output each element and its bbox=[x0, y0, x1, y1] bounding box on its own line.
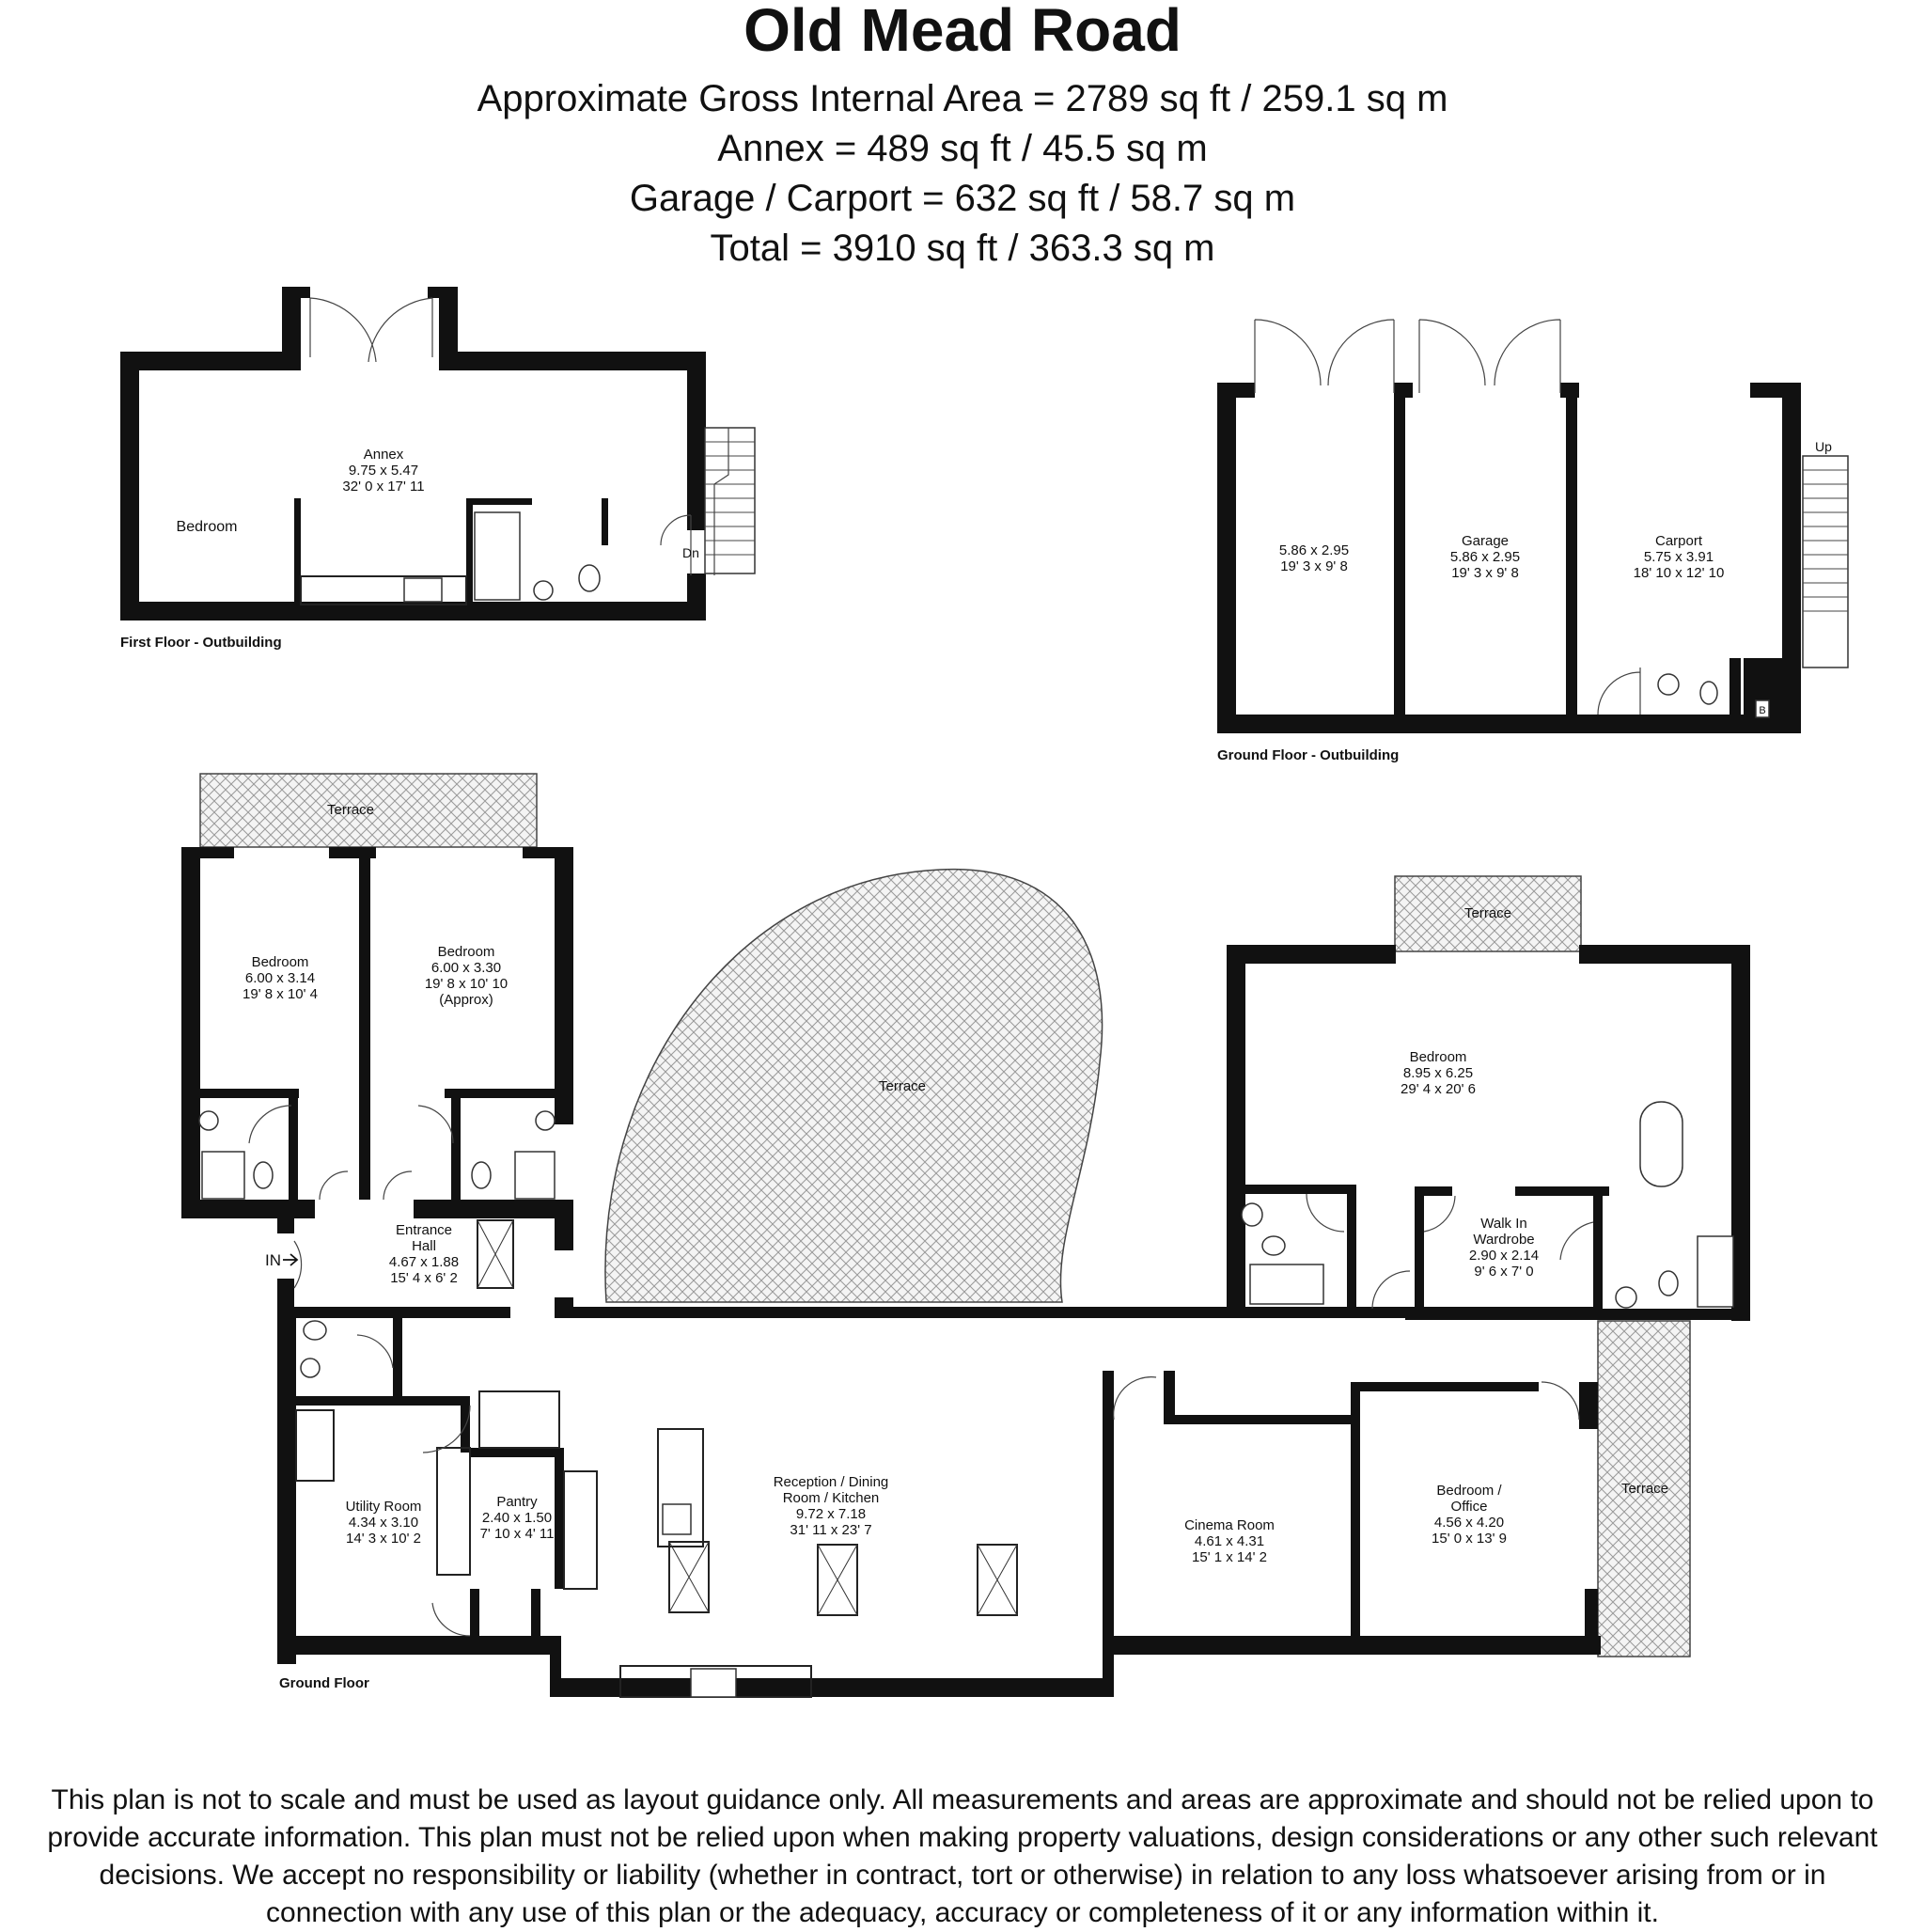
bedroom-1-metric: 6.00 x 3.14 bbox=[244, 970, 316, 986]
pantry-imperial: 7' 10 x 4' 11 bbox=[479, 1526, 555, 1542]
store-metric: 5.86 x 2.95 bbox=[1278, 542, 1350, 558]
bedroom-2-metric: 6.00 x 3.30 bbox=[430, 960, 502, 976]
disclaimer-line-2: provide accurate information. This plan must not be relied upon when making property valuations, design considerations or any other such relevant bbox=[47, 1822, 1878, 1853]
utility-metric: 4.34 x 3.10 bbox=[348, 1515, 419, 1531]
ground-floor-main bbox=[181, 774, 1750, 1697]
first-floor-outbuilding bbox=[120, 287, 755, 651]
plan-title: Old Mead Road bbox=[743, 0, 1182, 64]
master-bedroom-metric: 8.95 x 6.25 bbox=[1402, 1065, 1474, 1081]
pantry-metric: 2.40 x 1.50 bbox=[481, 1510, 553, 1526]
terrace-top-label: Terrace bbox=[326, 802, 375, 818]
cinema-metric: 4.61 x 4.31 bbox=[1194, 1533, 1265, 1549]
carport-stairs-up-label: Up bbox=[1815, 439, 1832, 454]
reception-metric: 9.72 x 7.18 bbox=[795, 1506, 867, 1522]
pantry-label: Pantry bbox=[496, 1494, 538, 1510]
office-metric: 4.56 x 4.20 bbox=[1433, 1515, 1505, 1531]
ground-floor-label: Ground Floor bbox=[279, 1675, 369, 1691]
store-imperial: 19' 3 x 9' 8 bbox=[1280, 558, 1348, 574]
bedroom-2-note: (Approx) bbox=[439, 992, 493, 1008]
annex-label: Annex bbox=[363, 447, 404, 463]
bedroom-2-label: Bedroom bbox=[437, 944, 495, 960]
reception-label-1: Reception / Dining bbox=[773, 1474, 889, 1490]
annex-area: Annex = 489 sq ft / 45.5 sq m bbox=[717, 128, 1208, 169]
entrance-label-1: Entrance bbox=[395, 1222, 453, 1238]
entrance-in-label: IN bbox=[265, 1251, 281, 1269]
carport-imperial: 18' 10 x 12' 10 bbox=[1633, 565, 1725, 581]
carport-label: Carport bbox=[1654, 533, 1703, 549]
annex-imperial: 32' 0 x 17' 11 bbox=[342, 479, 425, 495]
disclaimer-line-4: connection with any use of this plan or the adequacy, accuracy or completeness of it or any information within it. bbox=[266, 1897, 1659, 1928]
terrace-side-label: Terrace bbox=[1620, 1481, 1669, 1497]
disclaimer-line-3: decisions. We accept no responsibility or liability (whether in contract, tort or otherwise) in relation to any loss whatsoever arising from or in bbox=[99, 1860, 1826, 1891]
office-label-1: Bedroom / bbox=[1436, 1483, 1502, 1499]
entrance-label-2: Hall bbox=[412, 1238, 436, 1254]
reception-imperial: 31' 11 x 23' 7 bbox=[790, 1522, 872, 1538]
annex-bedroom-label: Bedroom bbox=[176, 519, 238, 535]
annex-stairs-down-label: Dn bbox=[682, 545, 699, 560]
utility-label: Utility Room bbox=[345, 1499, 422, 1515]
annex-metric: 9.75 x 5.47 bbox=[348, 463, 419, 479]
master-bedroom-imperial: 29' 4 x 20' 6 bbox=[1401, 1081, 1476, 1097]
entrance-arrow-icon bbox=[283, 1254, 297, 1265]
walk-in-label-1: Walk In bbox=[1480, 1216, 1527, 1232]
bedroom-2-imperial: 19' 8 x 10' 10 bbox=[424, 976, 509, 992]
master-bedroom-label: Bedroom bbox=[1409, 1049, 1467, 1065]
terrace-oval bbox=[605, 870, 1103, 1302]
cinema-label: Cinema Room bbox=[1184, 1517, 1275, 1533]
utility-imperial: 14' 3 x 10' 2 bbox=[346, 1531, 421, 1547]
boiler-label: B bbox=[1759, 705, 1766, 716]
ground-floor-outbuilding bbox=[1217, 320, 1848, 763]
bedroom-1-label: Bedroom bbox=[251, 954, 309, 970]
gross-internal-area: Approximate Gross Internal Area = 2789 sq ft / 259.1 sq m bbox=[477, 78, 1448, 119]
first-floor-outbuilding-label: First Floor - Outbuilding bbox=[120, 635, 282, 651]
entrance-metric: 4.67 x 1.88 bbox=[388, 1254, 460, 1270]
total-area: Total = 3910 sq ft / 363.3 sq m bbox=[710, 228, 1215, 269]
garage-label: Garage bbox=[1461, 533, 1510, 549]
office-imperial: 15' 0 x 13' 9 bbox=[1432, 1531, 1507, 1547]
walk-in-imperial: 9' 6 x 7' 0 bbox=[1474, 1264, 1534, 1280]
garage-metric: 5.86 x 2.95 bbox=[1449, 549, 1521, 565]
walk-in-label-2: Wardrobe bbox=[1473, 1232, 1535, 1248]
terrace-oval-label: Terrace bbox=[878, 1078, 927, 1094]
entrance-imperial: 15' 4 x 6' 2 bbox=[390, 1270, 458, 1286]
ground-floor-outbuilding-label: Ground Floor - Outbuilding bbox=[1217, 747, 1400, 763]
office-label-2: Office bbox=[1450, 1499, 1488, 1515]
reception-label-2: Room / Kitchen bbox=[782, 1490, 880, 1506]
terrace-master-label: Terrace bbox=[1463, 905, 1512, 921]
garage-carport-area: Garage / Carport = 632 sq ft / 58.7 sq m bbox=[629, 178, 1296, 219]
cinema-imperial: 15' 1 x 14' 2 bbox=[1192, 1549, 1267, 1565]
disclaimer bbox=[0, 1782, 1925, 1932]
walk-in-metric: 2.90 x 2.14 bbox=[1468, 1248, 1540, 1264]
bedroom-1-imperial: 19' 8 x 10' 4 bbox=[243, 986, 318, 1002]
garage-imperial: 19' 3 x 9' 8 bbox=[1451, 565, 1519, 581]
disclaimer-line-1: This plan is not to scale and must be used as layout guidance only. All measurements and areas are approximate and should not be relied upon to bbox=[51, 1784, 1874, 1815]
carport-metric: 5.75 x 3.91 bbox=[1643, 549, 1714, 565]
